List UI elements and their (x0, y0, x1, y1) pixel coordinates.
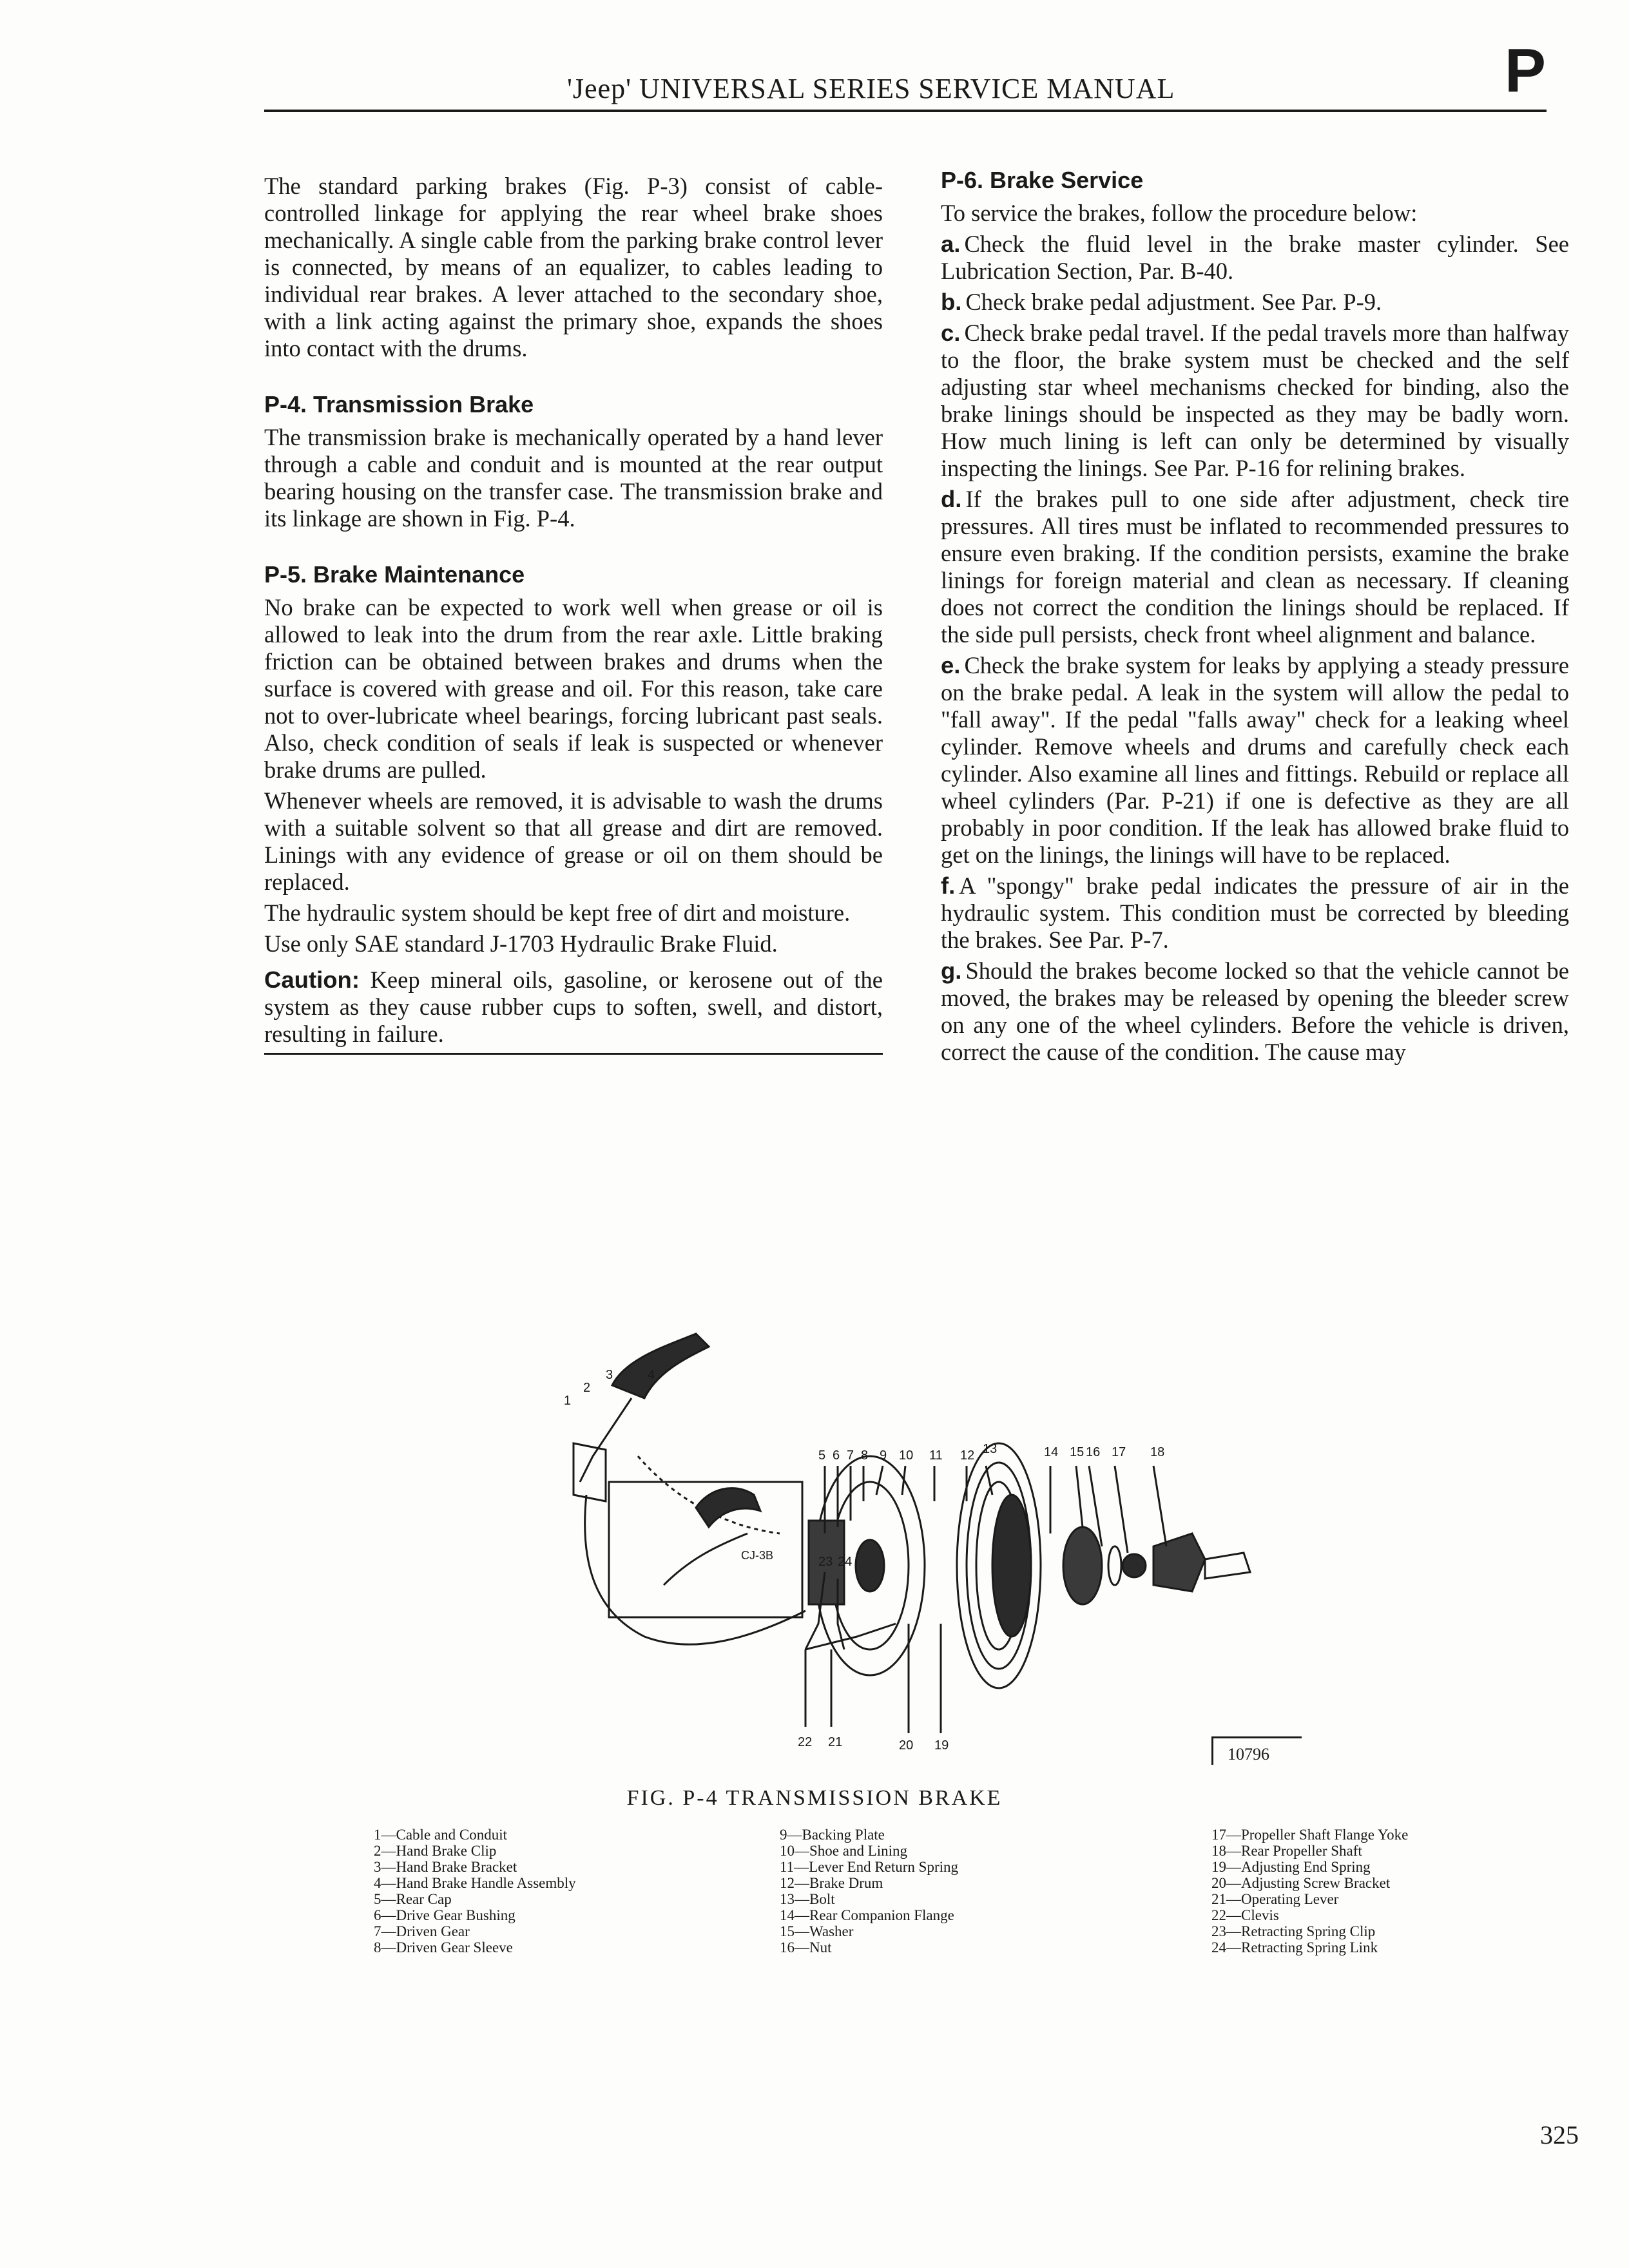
callout-4: 4 (648, 1368, 655, 1382)
callout-18: 18 (1150, 1445, 1165, 1459)
step-text: Should the brakes become locked so that the vehicle cannot be moved, the brakes may be released by opening the bleeder screw on any one of the wheel cylinders. Before the vehicle is driven, correct the cause of the condition. The cause may (941, 957, 1569, 1065)
section-letter: P (1505, 36, 1547, 105)
section-heading-p4: P-4. Transmission Brake (264, 391, 534, 418)
legend-item: 8—Driven Gear Sleeve (374, 1939, 513, 1956)
figure-caption: FIG. P-4 TRANSMISSION BRAKE (626, 1786, 1003, 1810)
step-f (941, 872, 1569, 954)
inset-label: CJ-3B (741, 1549, 774, 1562)
callout-11: 11 (929, 1448, 943, 1463)
p4-paragraph: The transmission brake is mechanically operated by a hand lever through a cable and conduit and is mounted at the rear output bearing housing on the transfer case. The transmission brake and its linkage are shown in Fig. P-4. (264, 424, 883, 532)
step-text: Check brake pedal adjustment. See Par. P-9. (965, 289, 1382, 315)
step-a (941, 231, 1569, 285)
callout-20: 20 (899, 1738, 914, 1753)
step-key: a. (941, 231, 961, 257)
callout-6: 6 (833, 1448, 840, 1463)
step-g (941, 957, 1569, 1066)
legend-item: 9—Backing Plate (780, 1827, 885, 1843)
step-key: b. (941, 289, 962, 315)
callout-10: 10 (899, 1448, 914, 1463)
p5-paragraph-1: No brake can be expected to work well when grease or oil is allowed to leak into the drum from the rear axle. Little braking friction can be obtained between brakes and drums when the surface is covered with grease and oil. For this reason, take care not to over-lubricate wheel bearings, forcing lubricant past seals. Also, check condition of seals if leak is suspected or whenever brake drums are pulled. (264, 594, 883, 783)
legend-item: 6—Drive Gear Bushing (374, 1907, 516, 1923)
left-column (264, 173, 883, 1055)
page-number: 325 (1540, 2120, 1579, 2149)
step-text: If the brakes pull to one side after adjustment, check tire pressures. All tires must be inflated to recommended pressures to ensure even braking. If the condition persists, examine the brake linings for foreign material and clean as necessary. If cleaning does not correct the condition the linings should be replaced. If the side pull persists, check front wheel alignment and balance. (941, 486, 1569, 648)
legend-item: 23—Retracting Spring Clip (1211, 1923, 1376, 1939)
legend-item: 17—Propeller Shaft Flange Yoke (1211, 1827, 1409, 1843)
legend-item: 5—Rear Cap (374, 1891, 452, 1907)
step-key: d. (941, 486, 962, 512)
step-b (941, 289, 1569, 316)
legend-item: 11—Lever End Return Spring (780, 1859, 959, 1875)
section-heading-p6: P-6. Brake Service (941, 167, 1144, 193)
legend-item: 21—Operating Lever (1211, 1891, 1339, 1907)
transmission-brake-illustration (535, 1289, 1308, 1778)
callout-23: 23 (818, 1555, 833, 1569)
legend-item: 15—Washer (780, 1923, 854, 1939)
step-key: f. (941, 872, 956, 899)
step-text: Check the brake system for leaks by applying a steady pressure on the brake pedal. A leak in the system will allow the pedal to "fall away". If the pedal "falls away" check for a leaking wheel cylinder. Remove wheels and drums and carefully check each cylinder. Also examine all lines and fittings. Rebuild or replace all wheel cylinders (Par. P-21) if one is defective as they are all probably in poor condition. If the leak has allowed brake fluid to get on the linings, the linings will have to be replaced. (941, 652, 1569, 868)
right-column (941, 166, 1569, 1070)
legend-item: 1—Cable and Conduit (374, 1827, 507, 1843)
legend-item: 2—Hand Brake Clip (374, 1843, 497, 1859)
caution-paragraph (264, 966, 883, 1048)
legend-item: 20—Adjusting Screw Bracket (1211, 1875, 1391, 1891)
callout-17: 17 (1112, 1445, 1126, 1459)
step-key: g. (941, 957, 962, 984)
legend-item: 24—Retracting Spring Link (1211, 1939, 1378, 1956)
callout-2: 2 (583, 1381, 591, 1395)
caution-text: Keep mineral oils, gasoline, or kerosene out of the system as they cause rubber cups to soften, swell, and distort, resulting in failure. (264, 966, 883, 1047)
legend-item: 10—Shoe and Lining (780, 1843, 908, 1859)
callout-13: 13 (983, 1442, 998, 1456)
legend-item: 18—Rear Propeller Shaft (1211, 1843, 1362, 1859)
callout-1: 1 (564, 1394, 572, 1408)
callout-16: 16 (1086, 1445, 1101, 1459)
caution-rule (264, 1053, 883, 1055)
p5-paragraph-3: The hydraulic system should be kept free of dirt and moisture. (264, 899, 851, 926)
p6-intro: To service the brakes, follow the procedure below: (941, 200, 1418, 226)
caution-label: Caution: (264, 966, 360, 993)
legend-item: 3—Hand Brake Bracket (374, 1859, 517, 1875)
callout-14: 14 (1044, 1445, 1059, 1459)
legend-item: 22—Clevis (1211, 1907, 1279, 1923)
intro-paragraph: The standard parking brakes (Fig. P-3) consist of cable-controlled linkage for applying the rear wheel brake shoes mechanically. A single cable from the parking brake control lever is connected, by means of an equalizer, to cables leading to individual rear brakes. A lever attached to the secondary shoe, with a link acting against the primary shoe, expands the shoes into contact with the drums. (264, 173, 883, 361)
callout-15: 15 (1070, 1445, 1084, 1459)
step-text: A "spongy" brake pedal indicates the pressure of air in the hydraulic system. This condition must be corrected by bleeding the brakes. See Par. P-7. (941, 872, 1569, 953)
step-e (941, 652, 1569, 869)
step-text: Check brake pedal travel. If the pedal travels more than halfway to the floor, the brake system must be checked and the self adjusting star wheel mechanisms checked for binding, also the brake linings should be inspected as they may be badly worn. How much lining is left can only be determined by visually inspecting the linings. See Par. P-16 for relining brakes. (941, 320, 1569, 481)
step-text: Check the fluid level in the brake master cylinder. See Lubrication Section, Par. B-40. (941, 231, 1569, 284)
p5-paragraph-4: Use only SAE standard J-1703 Hydraulic Brake Fluid. (264, 930, 778, 957)
callout-7: 7 (847, 1448, 854, 1463)
callout-24: 24 (838, 1555, 853, 1569)
legend-item: 12—Brake Drum (780, 1875, 883, 1891)
legend-item: 7—Driven Gear (374, 1923, 470, 1939)
step-c (941, 320, 1569, 482)
section-heading-p5: P-5. Brake Maintenance (264, 561, 525, 588)
legend-column-1 (374, 1827, 576, 1956)
legend-column-2 (780, 1827, 958, 1956)
legend-item: 13—Bolt (780, 1891, 835, 1907)
callout-8: 8 (861, 1448, 869, 1463)
legend-item: 19—Adjusting End Spring (1211, 1859, 1371, 1875)
callout-3: 3 (606, 1368, 613, 1382)
callout-22: 22 (798, 1735, 813, 1749)
running-header: 'Jeep' UNIVERSAL SERIES SERVICE MANUAL (567, 73, 1175, 104)
legend-item: 14—Rear Companion Flange (780, 1907, 954, 1923)
callout-12: 12 (960, 1448, 975, 1463)
header-rule (264, 110, 1547, 112)
step-key: e. (941, 652, 961, 678)
step-key: c. (941, 320, 961, 346)
callout-21: 21 (828, 1735, 843, 1749)
figure-number: 10796 (1211, 1736, 1302, 1765)
callout-5: 5 (818, 1448, 826, 1463)
legend-item: 4—Hand Brake Handle Assembly (374, 1875, 576, 1891)
p5-paragraph-2: Whenever wheels are removed, it is advisable to wash the drums with a suitable solvent so that all grease and dirt are removed. Linings with any evidence of grease or oil on them should be replaced. (264, 787, 883, 895)
legend-item: 16—Nut (780, 1939, 832, 1956)
callout-9: 9 (880, 1448, 887, 1463)
callout-19: 19 (934, 1738, 949, 1753)
exploded-view-drawing (535, 1289, 1308, 1778)
legend-column-3 (1211, 1827, 1408, 1956)
step-d (941, 486, 1569, 648)
